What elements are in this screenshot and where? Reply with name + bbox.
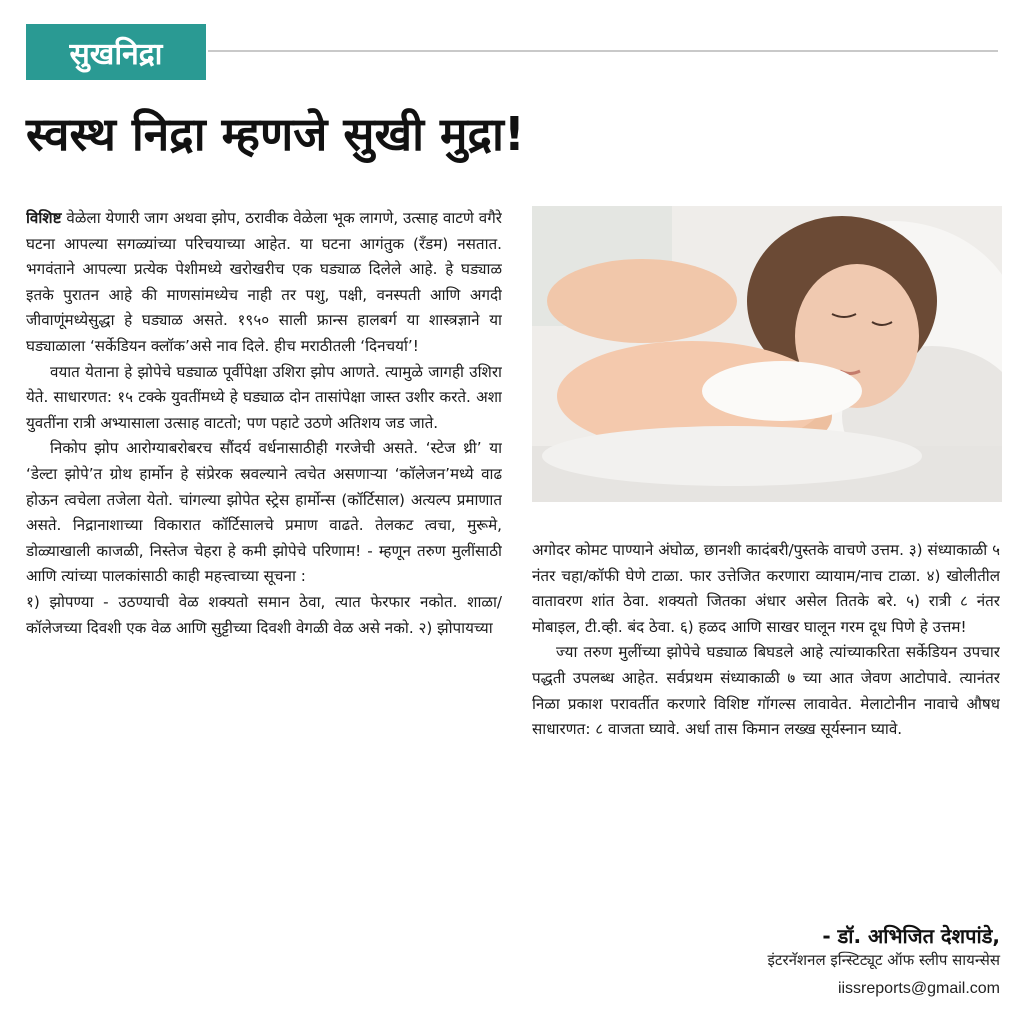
author-name: - डॉ. अभिजित देशपांडे, [822,924,1000,948]
paragraph-1 [26,206,502,360]
headline: स्वस्थ निद्रा म्हणजे सुखी मुद्रा! [26,107,525,161]
paragraph-1-text: वेळेला येणारी जाग अथवा झोप, ठरावीक वेळेला भूक लागणे, उत्साह वाटणे वगैरे घटना आपल्या सगळ्यांच्या परिचयाच्या आहेत. या घटना आगंतुक (रँडम) नसतात. भगवंताने आपल्या प्रत्येक पेशीमध्ये खरोखरीच एक घड्याळ दिलेले आहे. हे घड्याळ इतके पुरातन आहे की माणसांमध्येच नाही तर पशु, पक्षी, वनस्पती आणि अगदी जीवाणूंमध्येसुद्धा हे घड्याळ असते. १९५० साली फ्रान्स हालबर्ग या शास्त्रज्ञाने या घड्याळाला ‘सर्केडियन क्लॉक’असे नाव दिले. हीच मराठीतली ‘दिनचर्या’! [26,209,502,355]
header-rule [208,50,998,52]
paragraph-3: निकोप झोप आरोग्याबरोबरच सौंदर्य वर्धनासाठीही गरजेची असते. ‘स्टेज थ्री’ या ‘डेल्टा झोपे’त ग्रोथ हार्मोन हे संप्रेरक स्रवल्याने त्वचेत असणाऱ्या ‘कॉलेजन’मध्ये वाढ होऊन त्वचेला तजेला येतो. चांगल्या झोपेत स्ट्रेस हार्मोन्स (कॉर्टिसाल) अत्यल्प प्रमाणात असते. निद्रानाशाच्या विकारात कॉर्टिसालचे प्रमाण वाढते. तेलकट त्वचा, मुरूमे, डोळ्याखाली काजळी, निस्तेज चेहरा हे कमी झोपेचे परिणाम! - म्हणून तरुण मुलींसाठी आणि त्यांच्या पालकांसाठी काही महत्त्वाच्या सूचना : [26,439,502,586]
right-paragraph-1: अगोदर कोमट पाण्याने अंघोळ, छानशी कादंबरी/पुस्तके वाचणे उत्तम. ३) संध्याकाळी ५ नंतर चहा/कॉफी घेणे टाळा. फार उत्तेजित करणारा व्यायाम/नाच टाळा. ४) खोलीतील वातावरण शांत ठेवा. शक्यतो जितका अंधार असेल तितके बरे. ५) रात्री ८ नंतर मोबाइल, टी.व्ही. बंद ठेवा. ६) हळद आणि साखर घालून गरम दूध पिणे हे उत्तम! [532,541,1000,636]
paragraph-4: १) झोपण्या - उठण्याची वेळ शक्यतो समान ठेवा, त्यात फेरफार नकोत. शाळा/कॉलेजच्या दिवशी एक वेळ आणि सुट्टीच्या दिवशी वेगळी वेळ असे नको. २) झोपायच्या [26,592,502,637]
author-affiliation: इंटरनॅशनल इन्स्टिट्यूट ऑफ स्लीप सायन्सेस [767,951,1000,969]
section-tag: सुखनिद्रा [26,24,206,80]
right-paragraph-2: ज्या तरुण मुलींच्या झोपेचे घड्याळ बिघडले आहे त्यांच्याकरिता सर्केडियन उपचार पद्धती उपलब्ध आहेत. सर्वप्रथम संध्याकाळी ७ च्या आत जेवण आटोपावे. त्यानंतर निळा प्रकाश परावर्तीत करणारे विशिष्ट गॉगल्स लावावेत. मेलाटोनीन नावाचे औषध साधारणत: ८ वाजता घ्यावे. अर्धा तास किमान लख्ख सूर्यस्नान घ्यावे. [532,643,1000,739]
paragraph-2: वयात येताना हे झोपेचे घड्याळ पूर्वीपेक्षा उशिरा झोप आणते. त्यामुळे जागही उशिरा येते. साधारणत: १५ टक्के युवतींमध्ये हे घड्याळ दोन तासांपेक्षा जास्त उशीर करते. अशा युवतींना रात्री अभ्यासाला उत्साह वाटतो; पण पहाटे उठणे अतिशय जड जाते. [26,362,502,432]
lead-word: विशिष्ट [26,209,62,227]
author-email[interactable]: iissreports@gmail.com [837,980,1000,997]
sleeping-woman-photo [532,206,1002,502]
left-column [26,206,502,1006]
right-column [532,538,1000,898]
